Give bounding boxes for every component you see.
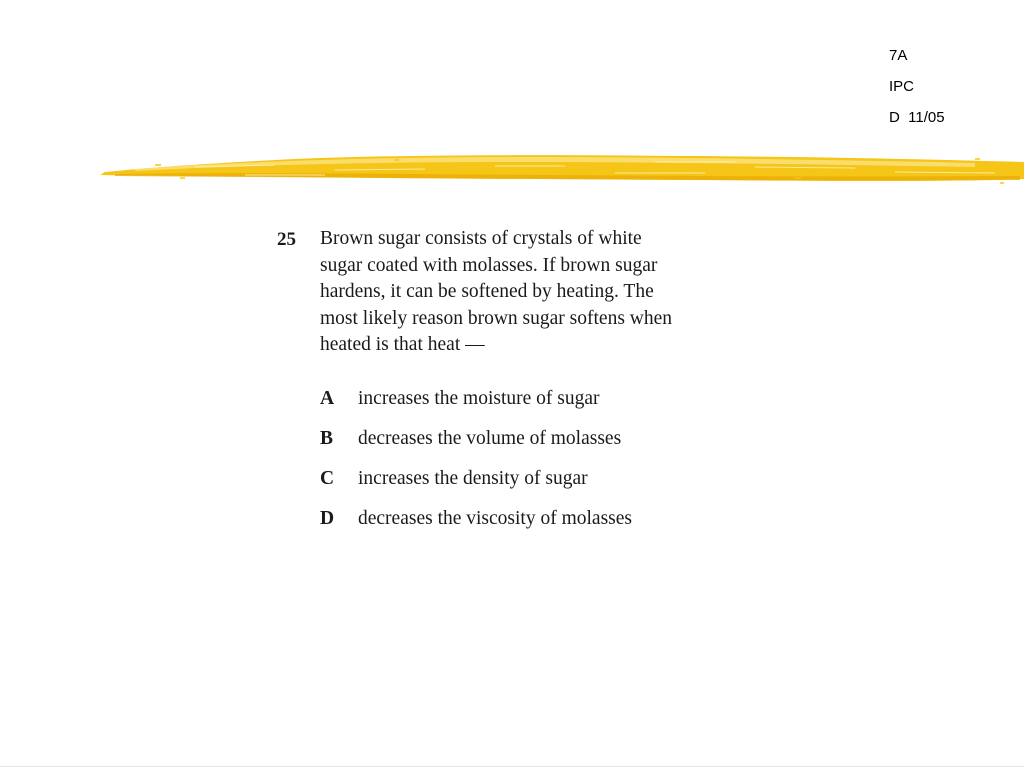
choice-letter: B	[320, 428, 334, 449]
answer-choices	[320, 386, 750, 546]
question-stem-line: sugar coated with molasses. If brown sugar	[320, 254, 658, 276]
choice-letter: C	[320, 468, 335, 489]
choice-letter: D	[320, 508, 335, 529]
slide-header-info	[889, 40, 945, 133]
slide-bottom-border	[0, 766, 1024, 767]
question-stem-line: heated is that heat —	[320, 334, 485, 355]
choice-text: increases the moisture of sugar	[358, 388, 600, 409]
choice-text: decreases the viscosity of molasses	[358, 508, 633, 529]
question-number: 25	[277, 229, 296, 250]
answer-choice-b	[320, 426, 750, 466]
answer-choice-d	[320, 506, 750, 546]
choice-text: increases the density of sugar	[358, 468, 588, 489]
answer-choice-a	[320, 386, 750, 426]
choice-text: decreases the volume of molasses	[358, 428, 622, 449]
header-line-subject: IPC	[889, 78, 915, 95]
question-stem-line: most likely reason brown sugar softens when	[320, 307, 673, 329]
answer-choice-c	[320, 466, 750, 506]
header-line-code: 7A	[889, 47, 908, 64]
yellow-brush-stroke-divider	[95, 145, 1024, 190]
question-stem-line: hardens, it can be softened by heating. The	[320, 281, 654, 302]
question-stem-line: Brown sugar consists of crystals of white	[320, 228, 642, 249]
question-stem	[320, 226, 750, 359]
choice-letter: A	[320, 388, 335, 409]
header-line-answer-date: D 11/05	[889, 109, 945, 126]
